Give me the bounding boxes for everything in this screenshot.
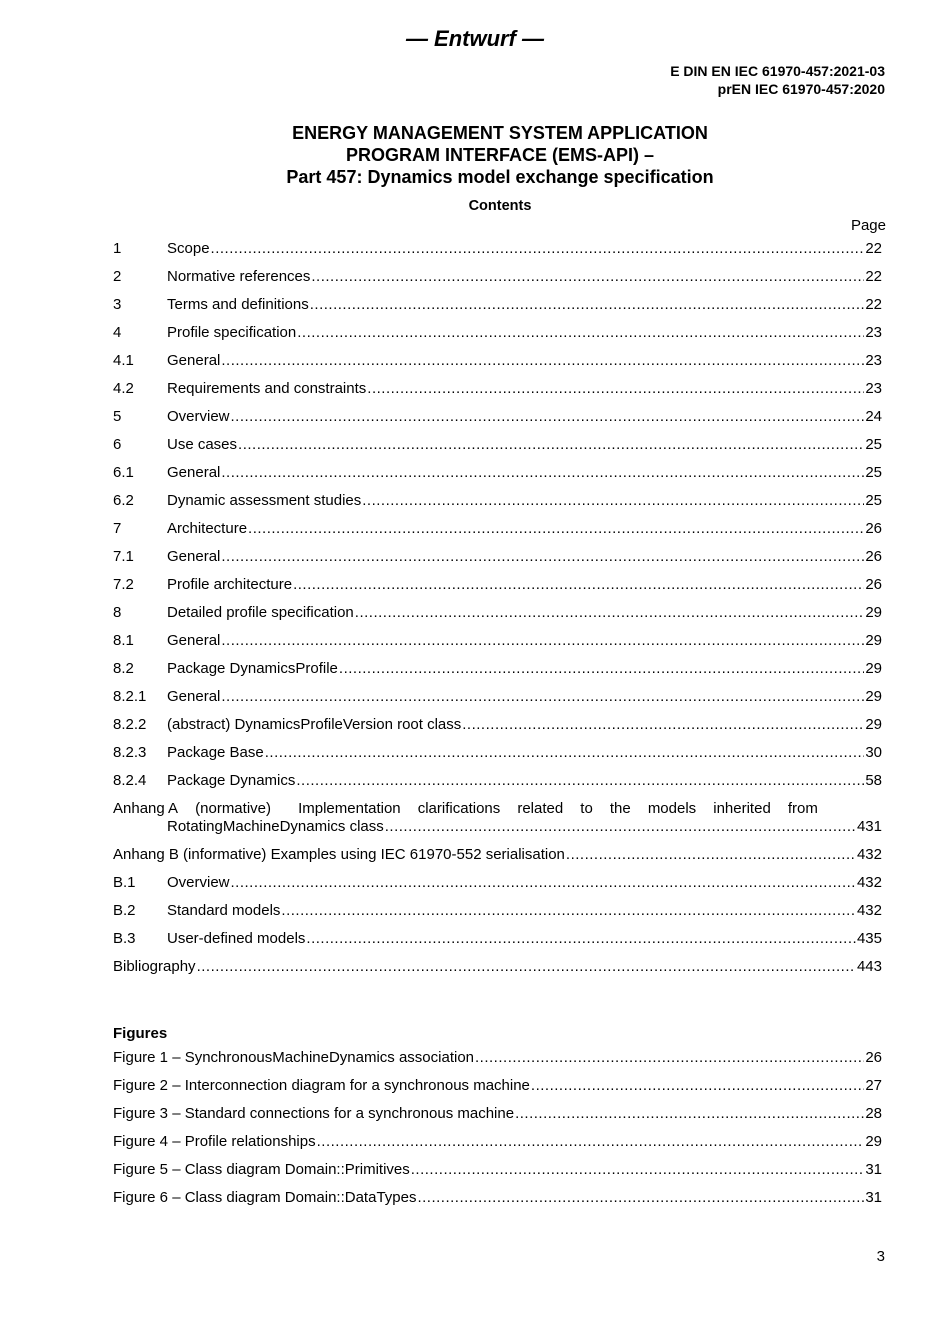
- toc-entry-page: 26: [865, 576, 882, 593]
- draft-label: — Entwurf —: [405, 26, 545, 51]
- toc-entry-text: Requirements and constraints: [167, 380, 367, 397]
- toc-entry-number: B.3: [113, 930, 136, 947]
- document-identifiers: [670, 62, 885, 98]
- toc-entry-number: 8.2.4: [113, 772, 147, 789]
- figure-entry[interactable]: [113, 1105, 882, 1133]
- toc-entry-page: 22: [865, 240, 882, 257]
- toc-entry-text: General: [167, 548, 221, 565]
- toc-entry-page: 58: [865, 772, 882, 789]
- toc-entry[interactable]: [113, 632, 882, 660]
- doc-id-pren: prEN IEC 61970-457:2020: [717, 81, 885, 97]
- toc-entry-number: 1: [113, 240, 122, 257]
- toc-entry-page: 29: [865, 604, 882, 621]
- toc-entry[interactable]: [113, 604, 882, 632]
- toc-entry-page: 432: [856, 902, 882, 919]
- toc-entry-number: 4.2: [113, 380, 134, 397]
- toc-entry-number: 8.2: [113, 660, 134, 677]
- title-line-1: ENERGY MANAGEMENT SYSTEM APPLICATION: [292, 123, 708, 143]
- toc-entry[interactable]: [113, 874, 882, 902]
- toc-entry-page: 29: [865, 1133, 882, 1150]
- toc-entry-page: 22: [865, 268, 882, 285]
- toc-entry-number: 8.2.1: [113, 688, 147, 705]
- toc-entry-page: 23: [865, 324, 882, 341]
- toc-entry-page: 29: [865, 688, 882, 705]
- title-line-2: PROGRAM INTERFACE (EMS-API) –: [345, 145, 654, 165]
- toc-entry-number: 8.2.2: [113, 716, 147, 733]
- toc-entry[interactable]: [113, 688, 882, 716]
- toc-entry-number: 6: [113, 436, 122, 453]
- toc-entry[interactable]: [113, 492, 882, 520]
- toc-entry-text: Overview: [167, 408, 230, 425]
- toc-entry-text: Figure 4 – Profile relationships: [113, 1133, 316, 1150]
- toc-entry-page: 24: [865, 408, 882, 425]
- toc-entry-number: 8.1: [113, 632, 134, 649]
- list-of-figures: [113, 1049, 882, 1217]
- toc-entry-page: 431: [856, 818, 882, 835]
- toc-entry[interactable]: [113, 240, 882, 268]
- toc-entry-page: 432: [856, 874, 882, 891]
- toc-entry-page: 25: [865, 464, 882, 481]
- toc-entry-annex-b[interactable]: [113, 846, 882, 874]
- toc-entry-number: 3: [113, 296, 122, 313]
- toc-entry-text: General: [167, 352, 221, 369]
- toc-entry-number: 4: [113, 324, 122, 341]
- toc-entry[interactable]: [113, 772, 882, 800]
- toc-entry-text: Profile architecture: [167, 576, 293, 593]
- toc-entry-text: Scope: [167, 240, 210, 257]
- toc-entry-text: Figure 2 – Interconnection diagram for a synchronous machine: [113, 1077, 530, 1094]
- figure-entry[interactable]: [113, 1161, 882, 1189]
- toc-entry-text: Overview: [167, 874, 230, 891]
- toc-entry-page: 29: [865, 632, 882, 649]
- table-of-contents: [113, 240, 882, 986]
- toc-entry-number: 7: [113, 520, 122, 537]
- toc-entry[interactable]: [113, 744, 882, 772]
- toc-entry-page: 23: [865, 352, 882, 369]
- toc-entry-number: 5: [113, 408, 122, 425]
- page-column-label: Page: [850, 217, 886, 234]
- toc-entry[interactable]: [113, 380, 882, 408]
- figure-entry[interactable]: [113, 1189, 882, 1217]
- toc-entry-text: (abstract) DynamicsProfileVersion root class: [167, 716, 462, 733]
- figure-entry[interactable]: [113, 1133, 882, 1161]
- toc-entry-text: Dynamic assessment studies: [167, 492, 362, 509]
- toc-entry-annex-a[interactable]: Anhang A (normative) Implementation clarifications related to the models inherited from RotatingMachineDynamics class ..... 431: [113, 800, 882, 846]
- toc-entry-text: General: [167, 464, 221, 481]
- toc-entry-text: Profile specification: [167, 324, 297, 341]
- toc-entry-text: Figure 3 – Standard connections for a synchronous machine: [113, 1105, 515, 1122]
- toc-entry-page: 26: [865, 548, 882, 565]
- toc-entry[interactable]: [113, 660, 882, 688]
- figure-entry[interactable]: [113, 1049, 882, 1077]
- toc-entry[interactable]: [113, 548, 882, 576]
- toc-entry-page: 26: [865, 1049, 882, 1066]
- toc-entry[interactable]: [113, 576, 882, 604]
- toc-entry-page: 29: [865, 660, 882, 677]
- toc-entry-text: Bibliography: [113, 958, 196, 975]
- toc-entry-number: 8: [113, 604, 122, 621]
- toc-entry[interactable]: [113, 296, 882, 324]
- toc-entry-page: 23: [865, 380, 882, 397]
- page-number: 3: [876, 1248, 885, 1265]
- toc-entry-text: Use cases: [167, 436, 238, 453]
- toc-entry-text: RotatingMachineDynamics class: [167, 818, 384, 835]
- toc-entry-page: 26: [865, 520, 882, 537]
- toc-entry-text: Normative references: [167, 268, 311, 285]
- toc-entry-page: 25: [865, 436, 882, 453]
- toc-entry-page: 25: [865, 492, 882, 509]
- toc-entry-text: General: [167, 688, 221, 705]
- toc-entry-page: 443: [856, 958, 882, 975]
- toc-entry[interactable]: [113, 930, 882, 958]
- toc-entry-text: Standard models: [167, 902, 281, 919]
- toc-entry-number: 4.1: [113, 352, 134, 369]
- toc-entry[interactable]: [113, 464, 882, 492]
- toc-entry-page: 31: [865, 1189, 882, 1206]
- toc-entry-text: Anhang B (informative) Examples using IEC 61970-552 serialisation: [113, 846, 565, 863]
- toc-entry-page: 432: [856, 846, 882, 863]
- toc-entry-text: User-defined models: [167, 930, 306, 947]
- toc-entry-text: Package Base: [167, 744, 264, 761]
- toc-entry-text: Figure 5 – Class diagram Domain::Primitives: [113, 1161, 410, 1178]
- toc-entry-number: 7.1: [113, 548, 134, 565]
- toc-entry-page: 29: [865, 716, 882, 733]
- toc-entry-page: 435: [856, 930, 882, 947]
- toc-entry-text: Terms and definitions: [167, 296, 309, 313]
- toc-entry-number: 2: [113, 268, 122, 285]
- toc-entry[interactable]: [113, 520, 882, 548]
- toc-entry-text: Architecture: [167, 520, 248, 537]
- toc-entry-text: General: [167, 632, 221, 649]
- document-title: [0, 122, 950, 188]
- toc-entry-text: Package Dynamics: [167, 772, 296, 789]
- toc-entry-text: Detailed profile specification: [167, 604, 354, 621]
- doc-id-din: E DIN EN IEC 61970-457:2021-03: [670, 63, 885, 79]
- toc-entry-number: B.1: [113, 874, 136, 891]
- toc-entry[interactable]: [113, 902, 882, 930]
- toc-entry-page: 22: [865, 296, 882, 313]
- toc-entry-page: 31: [865, 1161, 882, 1178]
- toc-entry-text: Figure 6 – Class diagram Domain::DataTypes: [113, 1189, 417, 1206]
- toc-entry-number: 8.2.3: [113, 744, 147, 761]
- toc-entry-page: 30: [865, 744, 882, 761]
- toc-entry[interactable]: [113, 268, 882, 296]
- toc-entry[interactable]: [113, 352, 882, 380]
- toc-entry-number: 6.1: [113, 464, 134, 481]
- toc-entry-number: 6.2: [113, 492, 134, 509]
- toc-entry-page: 27: [865, 1077, 882, 1094]
- toc-entry-text: Package DynamicsProfile: [167, 660, 338, 677]
- contents-heading: Contents: [468, 198, 532, 214]
- figures-heading: Figures: [113, 1025, 168, 1042]
- toc-entry[interactable]: [113, 324, 882, 352]
- toc-entry[interactable]: [113, 716, 882, 744]
- title-line-3: Part 457: Dynamics model exchange specification: [286, 167, 714, 187]
- toc-entry-page: 28: [865, 1105, 882, 1122]
- figure-entry[interactable]: [113, 1077, 882, 1105]
- toc-entry-bibliography[interactable]: [113, 958, 882, 986]
- toc-entry-number: B.2: [113, 902, 136, 919]
- toc-entry[interactable]: [113, 408, 882, 436]
- toc-entry[interactable]: [113, 436, 882, 464]
- toc-entry-number: 7.2: [113, 576, 134, 593]
- toc-entry-text: Figure 1 – SynchronousMachineDynamics association: [113, 1049, 475, 1066]
